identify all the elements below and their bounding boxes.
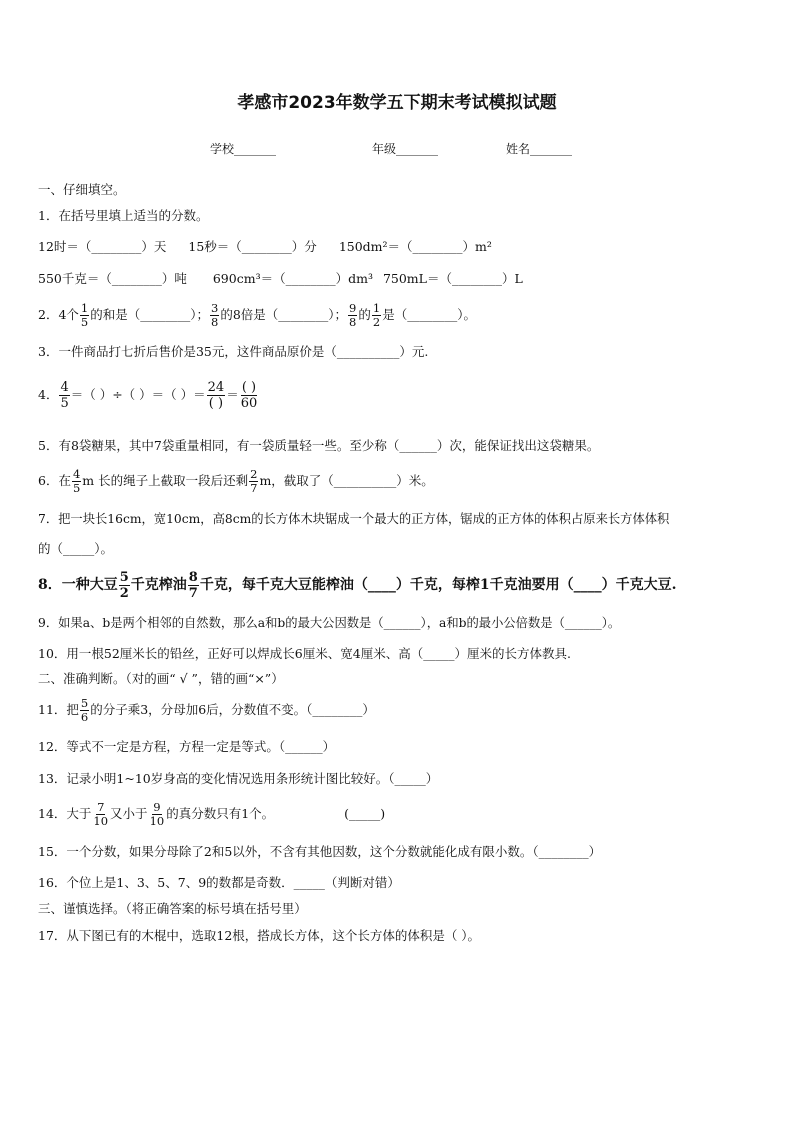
fraction: $\frac{( )}{60}$ xyxy=(240,380,258,411)
q11-text-2: 的分子乘3，分母加6后，分数值不变。（________） xyxy=(90,702,375,717)
fraction: $\frac{3}{8}$ xyxy=(211,301,219,329)
fraction: $\frac{7}{10}$ xyxy=(93,800,109,828)
q2-text-2: 的和是（________）； xyxy=(90,307,209,322)
page-title: 孝感市2023年数学五下期末考试模拟试题 xyxy=(237,93,557,113)
fraction: $\frac{5}{6}$ xyxy=(80,696,89,724)
question-16: 16．个位上是1、3、5、7、9的数都是奇数．_____（判断对错） xyxy=(38,875,400,890)
question-17: 17．从下图已有的木棍中，选取12根，搭成长方体，这个长方体的体积是（ ）。 xyxy=(38,928,481,943)
question-13: 13．记录小明1~10岁身高的变化情况选用条形统计图比较好。（_____） xyxy=(38,771,439,786)
question-8 xyxy=(38,568,676,602)
question-2 xyxy=(38,300,476,330)
q8-text-2: 千克榨油 xyxy=(130,577,187,593)
q14-answer-blank: (_____) xyxy=(344,806,386,821)
fraction: $\frac{2}{7}$ xyxy=(250,467,258,495)
q14-text-3: 的真分数只有1个。 xyxy=(166,806,275,821)
q4-text-2: ＝（ ）÷（ ）＝（ ）＝ xyxy=(70,387,206,402)
q6-text-1: 6．在 xyxy=(38,473,71,488)
question-10: 10．用一根52厘米长的铅丝，正好可以焊成长6厘米、宽4厘米、高（_____）厘米的长方体教具. xyxy=(38,646,571,661)
question-11 xyxy=(38,694,375,726)
question-1-row-1 xyxy=(38,238,492,256)
q11-text-1: 11．把 xyxy=(38,702,79,717)
question-14 xyxy=(38,798,385,830)
question-5: 5．有8袋糖果，其中7袋重量相同，有一袋质量轻一些。至少称（______）次，能保证找出这袋糖果。 xyxy=(38,438,600,453)
q4-text-3: ＝ xyxy=(226,387,239,402)
q1-part-d: 550千克＝（________）吨 xyxy=(38,271,187,286)
section-heading-3: 三、谨慎选择。（将正确答案的标号填在括号里） xyxy=(38,901,307,916)
fraction: $\frac{4}{5}$ xyxy=(72,467,81,495)
question-9: 9．如果a、b是两个相邻的自然数，那么a和b的最大公因数是（______），a和b的最小公倍数是（______）。 xyxy=(38,616,621,630)
q4-text-1: 4． xyxy=(38,387,59,402)
section-heading-1: 一、仔细填空。 xyxy=(38,182,126,197)
question-7-line-1: 7．把一块长16cm，宽10cm，高8cm的长方体木块锯成一个最大的正方体，锯成的正方体的体积占原来长方体体积 xyxy=(38,512,670,526)
q8-text-1: 8．一种大豆 xyxy=(38,577,118,593)
name-field: 姓名_______ xyxy=(506,142,573,156)
question-1-row-2 xyxy=(38,270,523,288)
q6-text-3: m，截取了（__________）米。 xyxy=(259,473,434,488)
q2-text-3: 的8倍是（________）； xyxy=(220,307,348,322)
q1-part-b: 15秒＝（________）分 xyxy=(188,239,317,254)
question-6 xyxy=(38,465,434,497)
school-field: 学校_______ xyxy=(210,142,277,156)
q1-part-e: 690cm³＝（________）dm³ xyxy=(212,271,373,286)
fraction: $\frac{8}{7}$ xyxy=(188,569,198,601)
fraction: $\frac{1}{5}$ xyxy=(80,301,89,329)
fraction: $\frac{9}{8}$ xyxy=(349,301,357,329)
question-1-heading: 1．在括号里填上适当的分数。 xyxy=(38,208,209,223)
grade-field: 年级_______ xyxy=(372,142,439,156)
q8-text-3: 千克，每千克大豆能榨油（____）千克，每榨1千克油要用（____）千克大豆. xyxy=(199,577,677,593)
q6-text-2: m 长的绳子上截取一段后还剩 xyxy=(82,473,249,488)
q14-text-1: 14．大于 xyxy=(38,806,92,821)
q2-text-4: 的 xyxy=(358,307,371,322)
question-7-line-2: 的（_____）。 xyxy=(38,541,114,556)
fraction: $\frac{5}{2}$ xyxy=(119,569,129,601)
q2-text-5: 是（________）。 xyxy=(382,307,476,322)
fraction: $\frac{24}{( )}$ xyxy=(207,380,225,411)
q1-part-f: 750mL＝（________）L xyxy=(382,271,523,286)
q1-part-a: 12时＝（________）天 xyxy=(38,239,167,254)
question-15: 15．一个分数，如果分母除了2和5以外，不含有其他因数，这个分数就能化成有限小数。（________） xyxy=(38,844,602,859)
q1-part-c: 150dm²＝（________）m² xyxy=(338,239,492,254)
fraction: $\frac{4}{5}$ xyxy=(60,380,69,411)
question-3: 3．一件商品打七折后售价是35元，这件商品原价是（__________）元. xyxy=(38,344,429,359)
fraction: $\frac{9}{10}$ xyxy=(149,800,165,828)
q14-text-2: 又小于 xyxy=(110,806,148,821)
question-12: 12．等式不一定是方程，方程一定是等式。（______） xyxy=(38,739,336,754)
section-heading-2: 二、准确判断。（对的画“ √ ”，错的画“×”） xyxy=(38,671,284,686)
fraction: $\frac{1}{2}$ xyxy=(372,301,381,329)
question-4 xyxy=(38,378,259,412)
q2-text-1: 2．4个 xyxy=(38,307,79,322)
